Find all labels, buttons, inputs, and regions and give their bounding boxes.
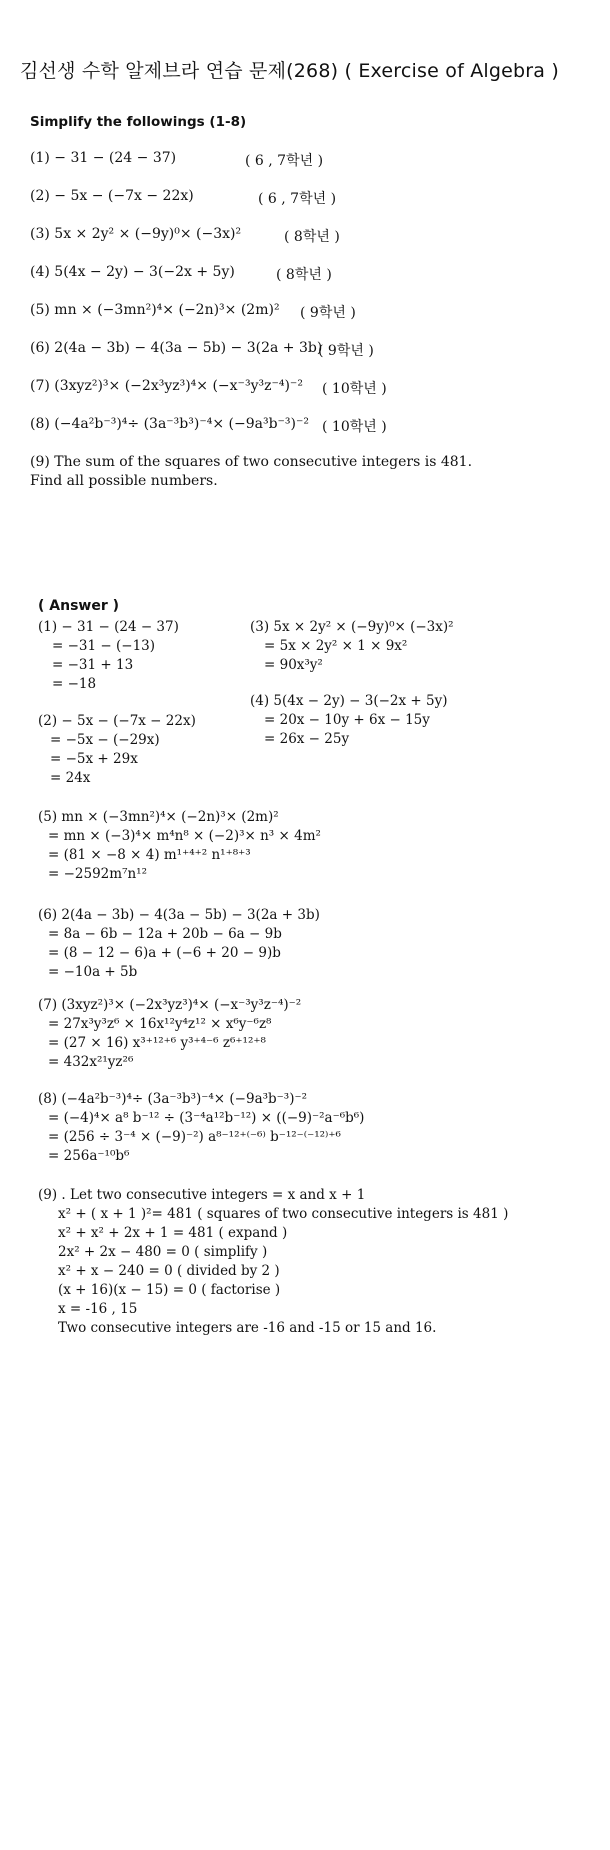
grade-level: ( 8학년 ) bbox=[276, 267, 332, 283]
answer-line: = 256a⁻¹⁰b⁶ bbox=[48, 1148, 130, 1164]
problem-number: (8) bbox=[30, 416, 50, 432]
answer-7 bbox=[38, 996, 301, 1072]
answer-1 bbox=[38, 618, 179, 694]
answer-line: (3) 5x × 2y² × (−9y)⁰× (−3x)² bbox=[250, 619, 454, 635]
answer-line: = 432x²¹yz²⁶ bbox=[48, 1054, 134, 1070]
problem-9-line: Find all possible numbers. bbox=[30, 473, 218, 489]
problem-expression: mn × (−3mn²)⁴× (−2n)³× (2m)² bbox=[54, 302, 280, 318]
answer-line: Two consecutive integers are -16 and -15 or 15 and 16. bbox=[58, 1320, 437, 1336]
answer-line: = −31 + 13 bbox=[52, 657, 134, 673]
answer-line: (8) (−4a²b⁻³)⁴÷ (3a⁻³b³)⁻⁴× (−9a³b⁻³)⁻² bbox=[38, 1091, 308, 1107]
answer-8 bbox=[38, 1090, 364, 1166]
answer-line: = (81 × −8 × 4) m¹⁺⁴⁺² n¹⁺⁸⁺³ bbox=[48, 847, 251, 863]
grade-level: ( 6 , 7학년 ) bbox=[258, 191, 337, 207]
problem-4 bbox=[30, 264, 590, 286]
worksheet-title: 김선생 수학 알제브라 연습 문제(268) ( Exercise of Algebra ) bbox=[20, 60, 559, 82]
answer-line: x² + x² + 2x + 1 = 481 ( expand ) bbox=[58, 1225, 288, 1241]
problem-9 bbox=[30, 453, 472, 491]
grade-level: ( 9학년 ) bbox=[318, 343, 374, 359]
answer-line: (4) 5(4x − 2y) − 3(−2x + 5y) bbox=[250, 693, 448, 709]
answer-line: = 20x − 10y + 6x − 15y bbox=[264, 712, 430, 728]
answer-6 bbox=[38, 906, 320, 982]
problem-7 bbox=[30, 378, 590, 400]
answer-line: = −5x + 29x bbox=[50, 751, 138, 767]
answer-line: = (−4)⁴× a⁸ b⁻¹² ÷ (3⁻⁴a¹²b⁻¹²) × ((−9)⁻²a⁻⁶b⁶) bbox=[48, 1110, 365, 1126]
problem-number: (7) bbox=[30, 378, 50, 394]
answer-line: (1) − 31 − (24 − 37) bbox=[38, 619, 179, 635]
problem-number: (4) bbox=[30, 264, 50, 280]
instructions-heading: Simplify the followings (1-8) bbox=[30, 114, 247, 130]
problem-expression: (−4a²b⁻³)⁴÷ (3a⁻³b³)⁻⁴× (−9a³b⁻³)⁻² bbox=[54, 416, 309, 432]
answer-line: = −5x − (−29x) bbox=[50, 732, 160, 748]
answer-line: x = -16 , 15 bbox=[58, 1301, 138, 1317]
answer-line: = 26x − 25y bbox=[264, 731, 350, 747]
problem-number: (3) bbox=[30, 226, 50, 242]
grade-level: ( 10학년 ) bbox=[322, 381, 387, 397]
problem-9-line: (9) The sum of the squares of two consecutive integers is 481. bbox=[30, 454, 473, 470]
problem-2 bbox=[30, 188, 590, 210]
answer-line: x² + x − 240 = 0 ( divided by 2 ) bbox=[58, 1263, 280, 1279]
answer-line: = 5x × 2y² × 1 × 9x² bbox=[264, 638, 408, 654]
answer-5 bbox=[38, 808, 321, 884]
grade-level: ( 10학년 ) bbox=[322, 419, 387, 435]
answer-line: (x + 16)(x − 15) = 0 ( factorise ) bbox=[58, 1282, 281, 1298]
problem-number: (5) bbox=[30, 302, 50, 318]
answer-line: (5) mn × (−3mn²)⁴× (−2n)³× (2m)² bbox=[38, 809, 279, 825]
problem-8 bbox=[30, 416, 590, 438]
answer-line: = 8a − 6b − 12a + 20b − 6a − 9b bbox=[48, 926, 282, 942]
answer-2 bbox=[38, 712, 196, 788]
problem-1 bbox=[30, 150, 590, 172]
answer-9 bbox=[38, 1186, 508, 1338]
answer-line: = 24x bbox=[50, 770, 91, 786]
answer-line: = −18 bbox=[52, 676, 97, 692]
problem-6 bbox=[30, 340, 590, 362]
answer-line: = −31 − (−13) bbox=[52, 638, 156, 654]
answer-line: = (8 − 12 − 6)a + (−6 + 20 − 9)b bbox=[48, 945, 281, 961]
problem-expression: 5x × 2y² × (−9y)⁰× (−3x)² bbox=[54, 226, 242, 242]
answer-4 bbox=[250, 692, 448, 749]
problem-expression: − 5x − (−7x − 22x) bbox=[54, 188, 194, 204]
problem-expression: − 31 − (24 − 37) bbox=[54, 150, 177, 166]
problem-expression: 2(4a − 3b) − 4(3a − 5b) − 3(2a + 3b) bbox=[54, 340, 323, 356]
problem-number: (6) bbox=[30, 340, 50, 356]
answer-heading: ( Answer ) bbox=[38, 598, 120, 614]
answer-line: (7) (3xyz²)³× (−2x³yz³)⁴× (−x⁻³y³z⁻⁴)⁻² bbox=[38, 997, 302, 1013]
answer-line: = (27 × 16) x³⁺¹²⁺⁶ y³⁺⁴⁻⁶ z⁶⁺¹²⁺⁸ bbox=[48, 1035, 266, 1051]
problem-expression: 5(4x − 2y) − 3(−2x + 5y) bbox=[54, 264, 235, 280]
answer-line: 2x² + 2x − 480 = 0 ( simplify ) bbox=[58, 1244, 268, 1260]
answer-line: x² + ( x + 1 )²= 481 ( squares of two consecutive integers is 481 ) bbox=[58, 1206, 509, 1222]
grade-level: ( 8학년 ) bbox=[284, 229, 340, 245]
problem-number: (1) bbox=[30, 150, 50, 166]
problem-3 bbox=[30, 226, 590, 248]
answer-line: = −10a + 5b bbox=[48, 964, 138, 980]
answer-line: = 27x³y³z⁶ × 16x¹²y⁴z¹² × x⁶y⁻⁶z⁸ bbox=[48, 1016, 272, 1032]
problem-number: (2) bbox=[30, 188, 50, 204]
answer-line: (2) − 5x − (−7x − 22x) bbox=[38, 713, 196, 729]
answer-line: (9) . Let two consecutive integers = x and x + 1 bbox=[38, 1187, 366, 1203]
answer-line: = −2592m⁷n¹² bbox=[48, 866, 148, 882]
problem-5 bbox=[30, 302, 590, 324]
grade-level: ( 6 , 7학년 ) bbox=[245, 153, 324, 169]
answer-3 bbox=[250, 618, 454, 675]
grade-level: ( 9학년 ) bbox=[300, 305, 356, 321]
problem-expression: (3xyz²)³× (−2x³yz³)⁴× (−x⁻³y³z⁻⁴)⁻² bbox=[54, 378, 303, 394]
answer-line: = 90x³y² bbox=[264, 657, 323, 673]
answer-line: = (256 ÷ 3⁻⁴ × (−9)⁻²) a⁸⁻¹²⁺⁽⁻⁶⁾ b⁻¹²⁻⁽⁻¹²⁾⁺⁶ bbox=[48, 1129, 341, 1145]
answer-line: = mn × (−3)⁴× m⁴n⁸ × (−2)³× n³ × 4m² bbox=[48, 828, 321, 844]
answer-line: (6) 2(4a − 3b) − 4(3a − 5b) − 3(2a + 3b) bbox=[38, 907, 320, 923]
